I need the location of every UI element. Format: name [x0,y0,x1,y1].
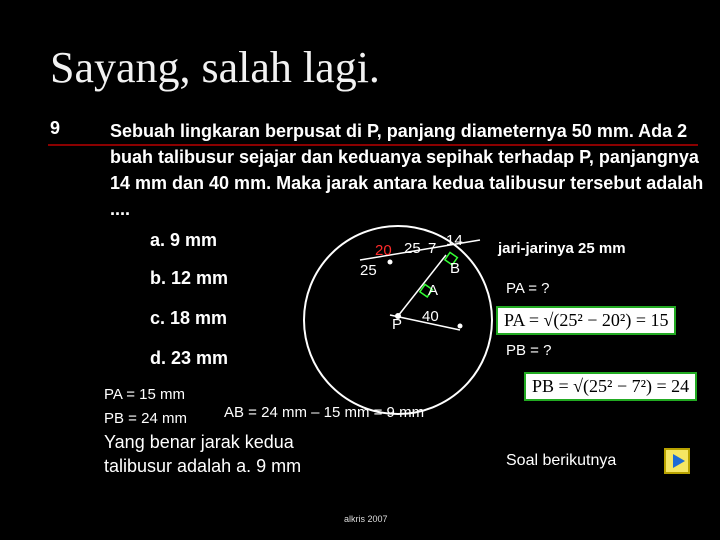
question-text: Sebuah lingkaran berpusat di P, panjang diameternya 50 mm. Ada 2 buah talibusur sejajar dan keduanya sepihak terhadap P, panjangnya 14 mm dan 40 mm. Maka jarak antara kedua talibusur tersebut adalah .... [110,121,704,219]
option-a[interactable]: a. 9 mm [150,230,218,250]
label-p: P [392,316,403,333]
question-number: 9 [50,118,61,138]
ab-calculation: AB = 24 mm – 15 mm = 9 mm [224,404,425,421]
slide-title: Sayang, salah lagi. [50,43,380,92]
pb-question: PB = ? [506,342,552,359]
label-14: 14 [446,232,463,249]
chord-point [388,260,393,265]
result-pa: PA = 15 mm [104,386,186,403]
conclusion-line-1: Yang benar jarak kedua [104,432,294,452]
label-25-left: 25 [360,262,377,279]
radius-note: jari-jarinya 25 mm [498,240,626,257]
next-question-label[interactable]: Soal berikutnya [506,452,617,469]
label-40: 40 [422,308,439,325]
perpendicular-line [398,255,446,316]
label-a: A [428,282,439,299]
conclusion-line-2: talibusur adalah a. 9 mm [104,456,302,476]
footer-credit: alkris 2007 [344,514,388,524]
pb-formula: PB = √(25² − 7²) = 24 [524,372,697,401]
label-b: B [450,260,461,277]
next-arrow-button[interactable] [664,448,690,474]
pa-question: PA = ? [506,280,550,297]
label-20: 20 [375,242,392,259]
chord-endpoint [458,324,463,329]
label-7: 7 [428,240,437,257]
label-25-top: 25 [404,240,421,257]
result-pb: PB = 24 mm [104,410,187,427]
option-d[interactable]: d. 23 mm [150,348,229,368]
option-c[interactable]: c. 18 mm [150,308,228,328]
option-b[interactable]: b. 12 mm [150,268,229,288]
pa-formula: PA = √(25² − 20²) = 15 [496,306,676,335]
